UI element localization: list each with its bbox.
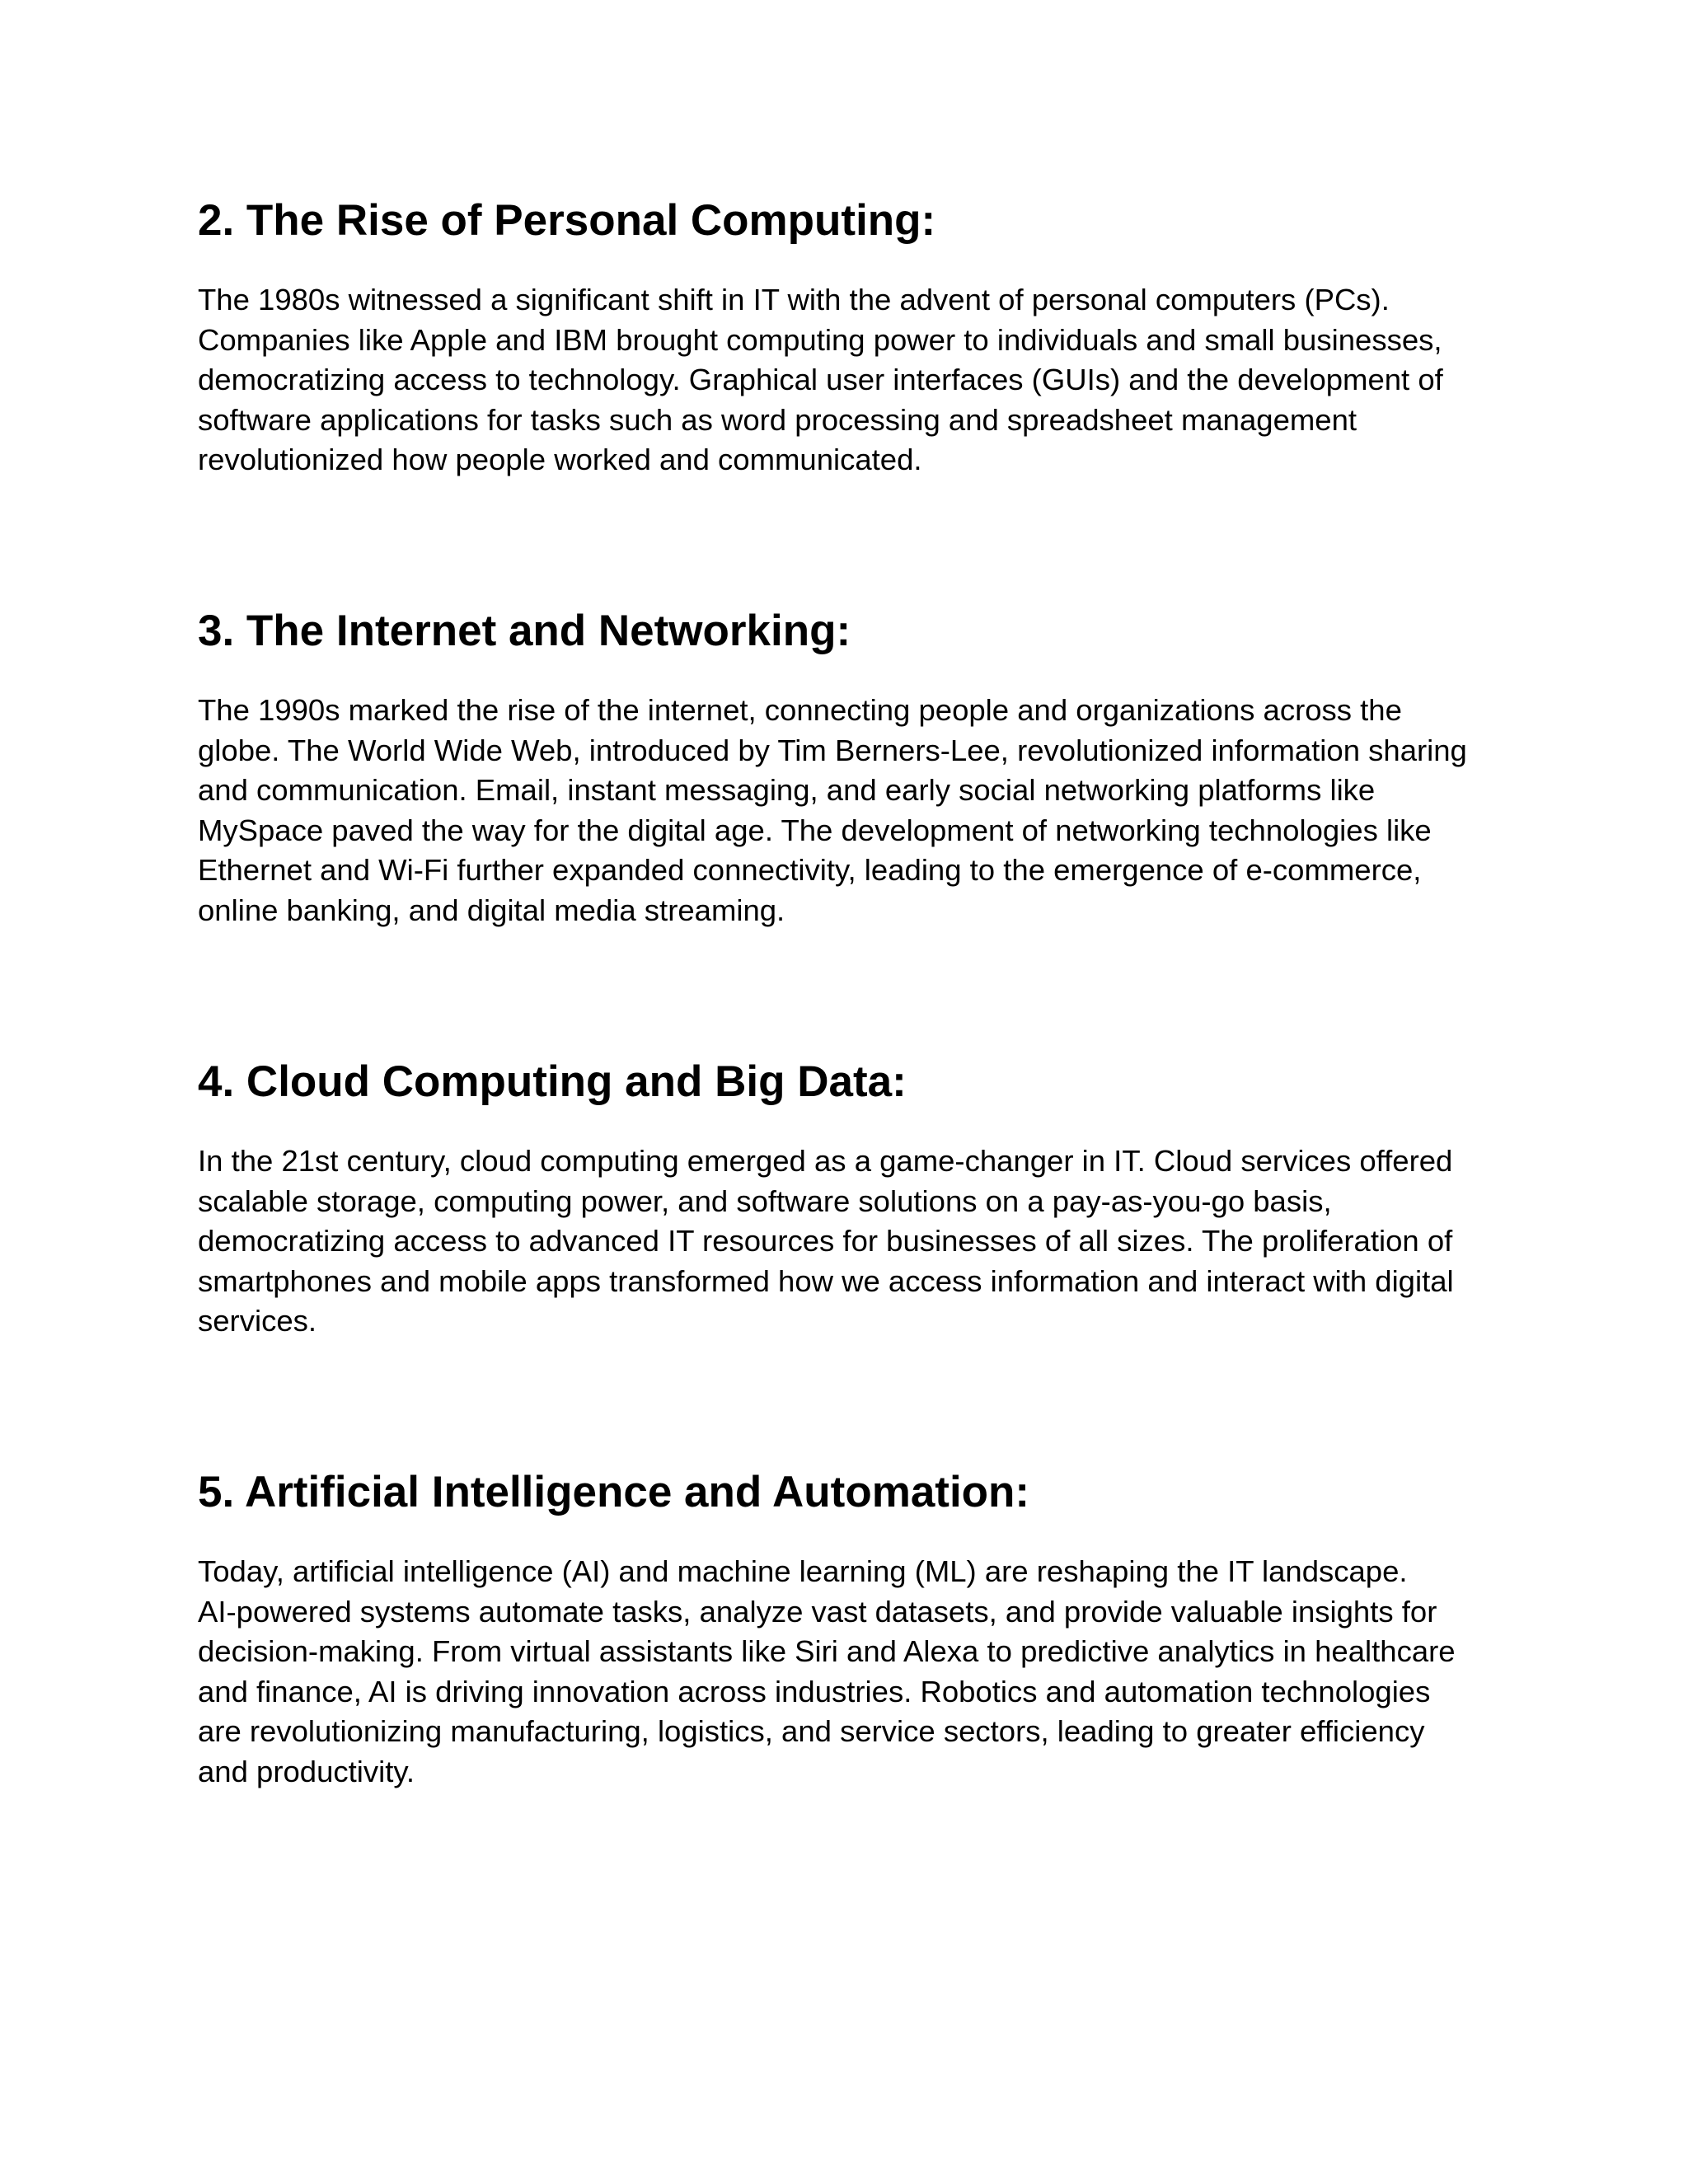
paragraph-line: democratizing access to advanced IT resources for businesses of all sizes. The proliferation of (198, 1224, 1453, 1258)
paragraph-line: MySpace paved the way for the digital age. The development of networking technologies like (198, 813, 1432, 847)
section-heading: 5. Artificial Intelligence and Automation: (198, 1468, 1030, 1516)
paragraph-line: scalable storage, computing power, and software solutions on a pay-as-you-go basis, (198, 1183, 1332, 1218)
paragraph-line: are revolutionizing manufacturing, logistics, and service sectors, leading to greater efficiency (198, 1714, 1425, 1749)
paragraph-line: and finance, AI is driving innovation across industries. Robotics and automation technologies (198, 1674, 1431, 1708)
section-ai-automation (198, 1466, 1500, 1793)
paragraph-line: Ethernet and Wi-Fi further expanded connectivity, leading to the emergence of e-commerce, (198, 853, 1422, 888)
section-cloud-big-data (198, 1056, 1500, 1342)
paragraph-line: The 1980s witnessed a significant shift in IT with the advent of personal computers (PCs). (198, 283, 1390, 316)
paragraph-line: and communication. Email, instant messaging, and early social networking platforms like (198, 773, 1376, 808)
section-personal-computing (198, 194, 1500, 480)
section-internet-networking (198, 605, 1500, 931)
paragraph-line: In the 21st century, cloud computing emerged as a game-changer in IT. Cloud services offered (198, 1144, 1453, 1178)
paragraph-line: and productivity. (198, 1754, 415, 1788)
paragraph-line: The 1990s marked the rise of the internet, connecting people and organizations across the (198, 693, 1402, 727)
paragraph-line: democratizing access to technology. Graphical user interfaces (GUIs) and the development of (198, 363, 1443, 397)
section-paragraph (198, 1552, 1500, 1793)
paragraph-line: smartphones and mobile apps transformed how we access information and interact with digital (198, 1263, 1454, 1298)
paragraph-line: revolutionized how people worked and communicated. (198, 443, 922, 477)
section-heading: 3. The Internet and Networking: (198, 607, 851, 655)
section-paragraph (198, 691, 1500, 931)
section-heading: 4. Cloud Computing and Big Data: (198, 1057, 907, 1106)
paragraph-line: Today, artificial intelligence (AI) and machine learning (ML) are reshaping the IT landscape. (198, 1554, 1408, 1588)
section-paragraph (198, 1141, 1500, 1342)
paragraph-line: software applications for tasks such as word processing and spreadsheet management (198, 402, 1357, 437)
paragraph-line: globe. The World Wide Web, introduced by Tim Berners-Lee, revolutionized information sharing (198, 733, 1467, 767)
section-paragraph (198, 280, 1500, 480)
paragraph-line: Companies like Apple and IBM brought computing power to individuals and small businesses, (198, 322, 1442, 357)
paragraph-line: services. (198, 1304, 317, 1338)
section-heading: 2. The Rise of Personal Computing: (198, 196, 936, 245)
paragraph-line: decision-making. From virtual assistants like Siri and Alexa to predictive analytics in healthcare (198, 1634, 1456, 1669)
paragraph-line: AI-powered systems automate tasks, analyze vast datasets, and provide valuable insights for (198, 1594, 1437, 1629)
paragraph-line: online banking, and digital media streaming. (198, 893, 785, 927)
